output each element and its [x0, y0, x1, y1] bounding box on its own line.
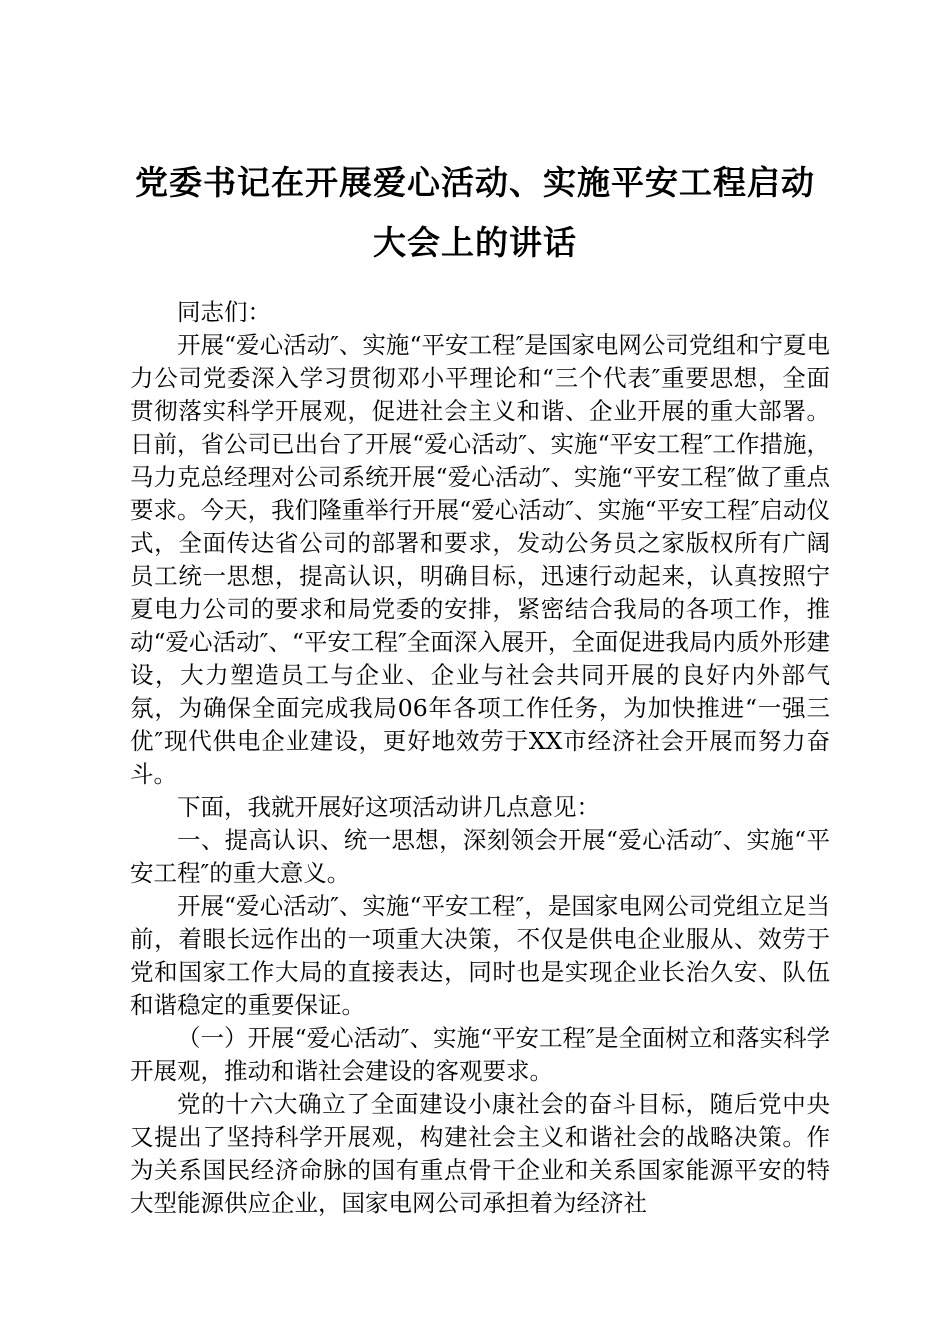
paragraph: 党的十六大确立了全面建设小康社会的奋斗目标，随后党中央又提出了坚持科学开展观，构建社会主义和谐社会的战略决策。作为关系国民经济命脉的国有重点骨干企业和关系国家能源平安的特大型能源供应企业，国家电网公司承担着为经济社: [130, 1090, 830, 1217]
paragraph: 下面，我就开展好这项活动讲几点意见：: [177, 793, 600, 821]
document-title-line-2: 大会上的讲话: [373, 223, 577, 262]
document-body: [130, 296, 830, 1220]
document-title-line-1: 党委书记在开展爱心活动、实施平安工程启动: [135, 163, 815, 202]
subsection-heading: （一）开展“爱心活动″、实施“平安工程″是全面树立和落实科学开展观，推动和谐社会建设的客观要求。: [130, 1024, 830, 1085]
section-heading: 一、提高认识、统一思想，深刻领会开展“爱心活动″、实施“平安工程″的重大意义。: [130, 826, 830, 887]
paragraph: 开展“爱心活动″、实施“平安工程″，是国家电网公司党组立足当前，着眼长远作出的一项重大决策，不仅是供电企业服从、效劳于党和国家工作大局的直接表达，同时也是实现企业长治久安、队伍和谐稳定的重要保证。: [130, 892, 830, 1019]
paragraph: 开展“爱心活动″、实施“平安工程″是国家电网公司党组和宁夏电力公司党委深入学习贯彻邓小平理论和“三个代表″重要思想，全面贯彻落实科学开展观，促进社会主义和谐、企业开展的重大部署。日前，省公司已出台了开展“爱心活动″、实施“平安工程″工作措施，马力克总经理对公司系统开展“爱心活动″、实施“平安工程″做了重点要求。今天，我们隆重举行开展“爱心活动″、实施“平安工程″启动仪式，全面传达省公司的部署和要求，发动公务员之家版权所有广阔员工统一思想，提高认识，明确目标，迅速行动起来，认真按照宁夏电力公司的要求和局党委的安排，紧密结合我局的各项工作，推动“爱心活动″、“平安工程″全面深入展开，全面促进我局内质外形建设，大力塑造员工与企业、企业与社会共同开展的良好内外部气氛，为确保全面完成我局06年各项工作任务，为加快推进“一强三优″现代供电企业建设，更好地效劳于XX市经济社会开展而努力奋斗。: [130, 331, 830, 788]
salutation: 同志们：: [177, 298, 271, 326]
